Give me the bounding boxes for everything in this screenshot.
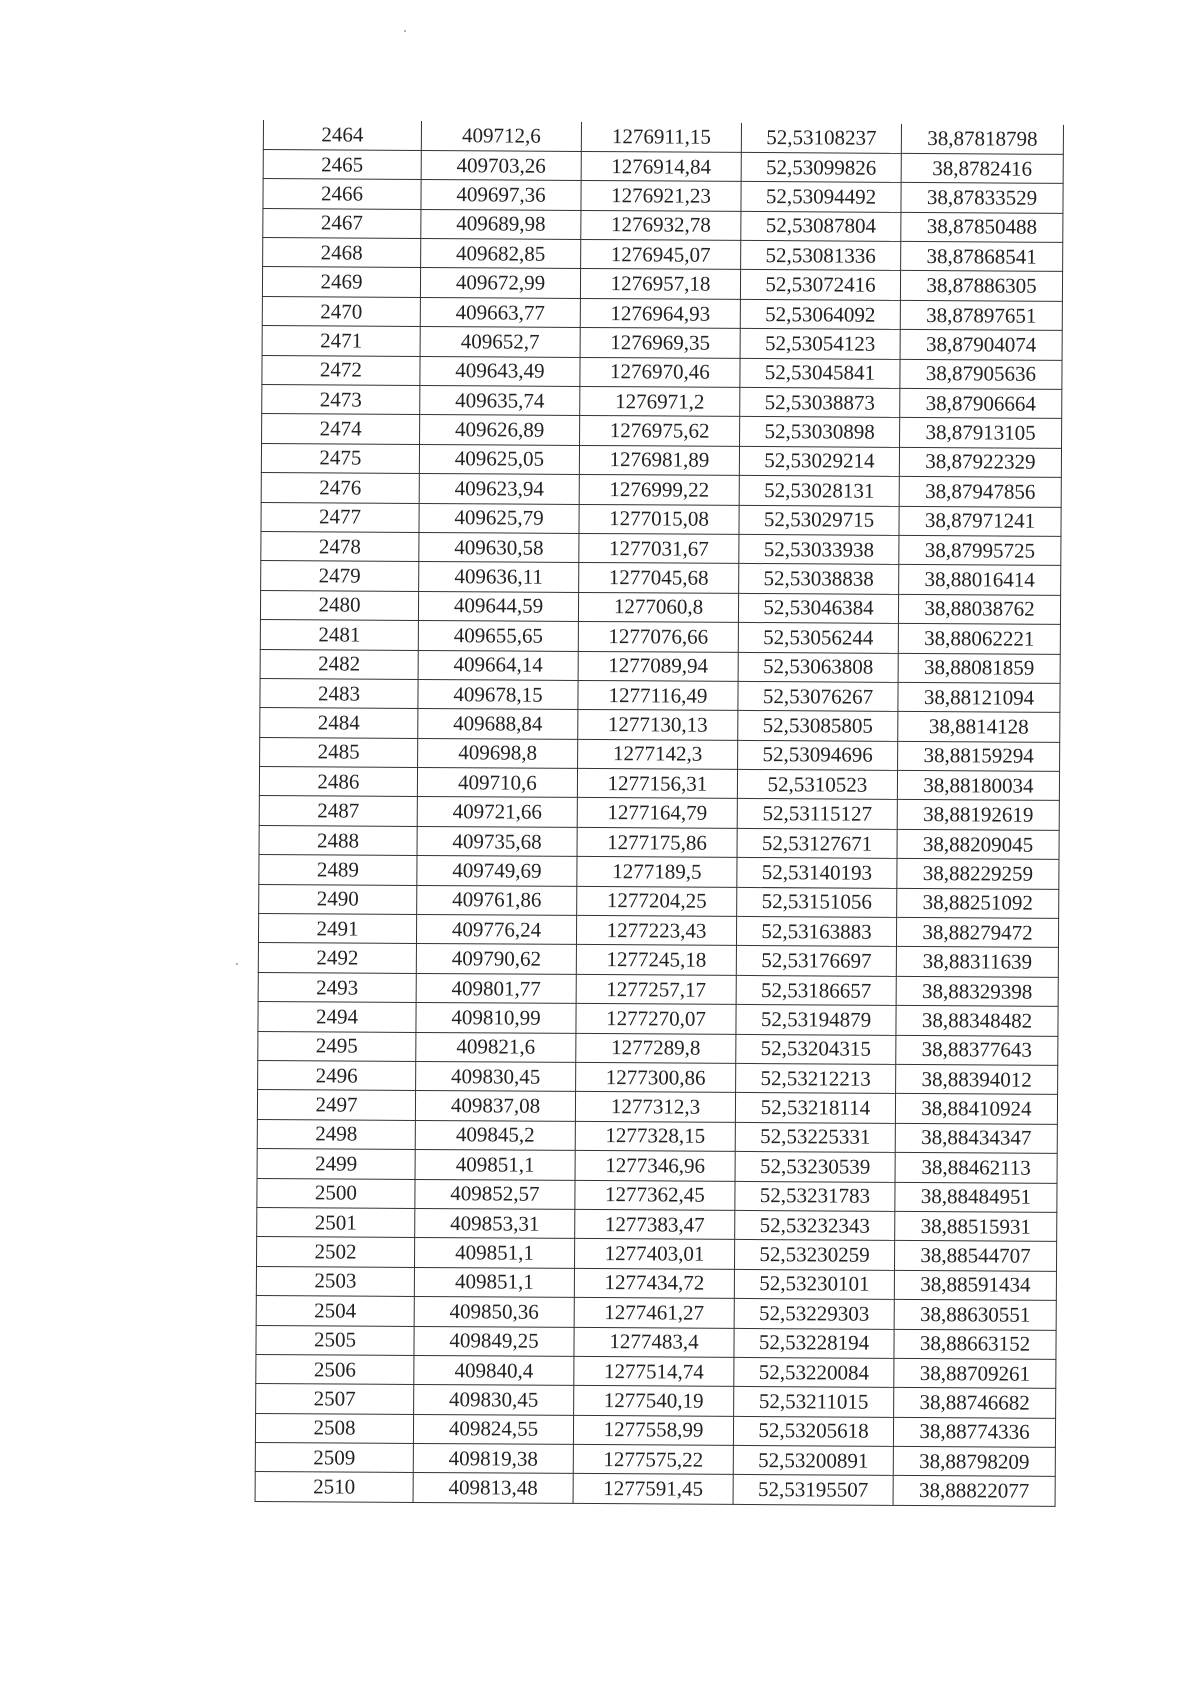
longitude-cell: 38,88279472 — [896, 917, 1058, 947]
longitude-cell: 38,88515931 — [895, 1211, 1057, 1241]
y-coordinate-cell: 1276911,15 — [581, 122, 741, 152]
point-number-cell: 2469 — [262, 267, 420, 297]
longitude-cell: 38,88798209 — [893, 1446, 1055, 1476]
x-coordinate-cell: 409626,89 — [420, 415, 580, 445]
x-coordinate-cell: 409623,94 — [419, 474, 579, 504]
y-coordinate-cell: 1277312,3 — [575, 1092, 735, 1122]
y-coordinate-cell: 1277289,8 — [576, 1033, 736, 1063]
x-coordinate-cell: 409830,45 — [416, 1061, 576, 1091]
y-coordinate-cell: 1277575,22 — [573, 1444, 733, 1474]
latitude-cell: 52,53030898 — [740, 417, 900, 447]
y-coordinate-cell: 1277514,74 — [574, 1356, 734, 1386]
latitude-cell: 52,53176697 — [736, 946, 896, 976]
latitude-cell: 52,53033938 — [739, 534, 899, 564]
point-number-cell: 2482 — [260, 649, 418, 679]
y-coordinate-cell: 1276932,78 — [581, 210, 741, 240]
x-coordinate-cell: 409663,77 — [420, 297, 580, 327]
x-coordinate-cell: 409630,58 — [419, 532, 579, 562]
latitude-cell: 52,53038873 — [740, 387, 900, 417]
y-coordinate-cell: 1277362,45 — [575, 1180, 735, 1210]
y-coordinate-cell: 1277045,68 — [579, 563, 739, 593]
x-coordinate-cell: 409688,84 — [418, 709, 578, 739]
point-number-cell: 2502 — [256, 1237, 414, 1267]
longitude-cell: 38,88394012 — [896, 1064, 1058, 1094]
latitude-cell: 52,53225331 — [735, 1122, 895, 1152]
longitude-cell: 38,88121094 — [898, 682, 1060, 712]
y-coordinate-cell: 1276969,35 — [580, 328, 740, 358]
longitude-cell: 38,87913105 — [900, 418, 1062, 448]
coordinates-table — [255, 120, 1064, 1507]
point-number-cell: 2486 — [259, 767, 417, 797]
x-coordinate-cell: 409845,2 — [415, 1120, 575, 1150]
x-coordinate-cell: 409852,57 — [415, 1179, 575, 1209]
latitude-cell: 52,53186657 — [736, 975, 896, 1005]
x-coordinate-cell: 409851,1 — [415, 1150, 575, 1180]
longitude-cell: 38,88251092 — [897, 888, 1059, 918]
latitude-cell: 52,53063808 — [738, 652, 898, 682]
x-coordinate-cell: 409776,24 — [416, 915, 576, 945]
x-coordinate-cell: 409821,6 — [416, 1032, 576, 1062]
point-number-cell: 2491 — [258, 914, 416, 944]
latitude-cell: 52,53218114 — [735, 1093, 895, 1123]
table-row — [263, 120, 1063, 154]
longitude-cell: 38,88192619 — [897, 800, 1059, 830]
latitude-cell: 52,53087804 — [741, 211, 901, 241]
y-coordinate-cell: 1276964,93 — [580, 298, 740, 328]
latitude-cell: 52,53094696 — [738, 740, 898, 770]
longitude-cell: 38,88180034 — [897, 770, 1059, 800]
latitude-cell: 52,53204315 — [736, 1034, 896, 1064]
longitude-cell: 38,88377643 — [896, 1035, 1058, 1065]
x-coordinate-cell: 409851,1 — [414, 1238, 574, 1268]
y-coordinate-cell: 1277257,17 — [576, 974, 736, 1004]
y-coordinate-cell: 1277328,15 — [575, 1121, 735, 1151]
table-row — [258, 1002, 1058, 1036]
point-number-cell: 2478 — [261, 531, 419, 561]
point-number-cell: 2488 — [259, 825, 417, 855]
point-number-cell: 2487 — [259, 796, 417, 826]
latitude-cell: 52,53064092 — [740, 299, 900, 329]
longitude-cell: 38,87897651 — [900, 300, 1062, 330]
x-coordinate-cell: 409652,7 — [420, 327, 580, 357]
y-coordinate-cell: 1277346,96 — [575, 1151, 735, 1181]
latitude-cell: 52,53194879 — [736, 1005, 896, 1035]
point-number-cell: 2477 — [261, 502, 419, 532]
latitude-cell: 52,53085805 — [738, 711, 898, 741]
point-number-cell: 2497 — [257, 1090, 415, 1120]
x-coordinate-cell: 409721,66 — [417, 797, 577, 827]
latitude-cell: 52,53212213 — [736, 1063, 896, 1093]
x-coordinate-cell: 409710,6 — [417, 768, 577, 798]
y-coordinate-cell: 1277591,45 — [573, 1474, 733, 1504]
latitude-cell: 52,53127671 — [737, 828, 897, 858]
longitude-cell: 38,88081859 — [898, 653, 1060, 683]
x-coordinate-cell: 409853,31 — [415, 1208, 575, 1238]
x-coordinate-cell: 409850,36 — [414, 1297, 574, 1327]
y-coordinate-cell: 1276914,84 — [581, 151, 741, 181]
longitude-cell: 38,87850488 — [901, 212, 1063, 242]
latitude-cell: 52,5310523 — [737, 770, 897, 800]
latitude-cell: 52,53140193 — [737, 858, 897, 888]
y-coordinate-cell: 1277156,31 — [577, 769, 737, 799]
y-coordinate-cell: 1277270,07 — [576, 1004, 736, 1034]
longitude-cell: 38,88774336 — [893, 1417, 1055, 1447]
y-coordinate-cell: 1276945,07 — [581, 240, 741, 270]
scan-speck — [236, 963, 238, 965]
y-coordinate-cell: 1277558,99 — [573, 1415, 733, 1445]
point-number-cell: 2473 — [262, 385, 420, 415]
longitude-cell: 38,88016414 — [899, 565, 1061, 595]
longitude-cell: 38,88746682 — [894, 1388, 1056, 1418]
x-coordinate-cell: 409625,05 — [419, 444, 579, 474]
longitude-cell: 38,87833529 — [901, 183, 1063, 213]
longitude-cell: 38,87922329 — [899, 447, 1061, 477]
y-coordinate-cell: 1276999,22 — [579, 475, 739, 505]
x-coordinate-cell: 409697,36 — [421, 180, 581, 210]
x-coordinate-cell: 409849,25 — [414, 1326, 574, 1356]
x-coordinate-cell: 409636,11 — [419, 562, 579, 592]
latitude-cell: 52,53072416 — [740, 270, 900, 300]
latitude-cell: 52,53205618 — [733, 1416, 893, 1446]
latitude-cell: 52,53045841 — [740, 358, 900, 388]
latitude-cell: 52,53230539 — [735, 1152, 895, 1182]
point-number-cell: 2481 — [260, 620, 418, 650]
longitude-cell: 38,88630551 — [894, 1300, 1056, 1330]
longitude-cell: 38,87906664 — [900, 388, 1062, 418]
y-coordinate-cell: 1276957,18 — [580, 269, 740, 299]
y-coordinate-cell: 1277461,27 — [574, 1298, 734, 1328]
latitude-cell: 52,53094492 — [741, 182, 901, 212]
point-number-cell: 2499 — [257, 1149, 415, 1179]
latitude-cell: 52,53029715 — [739, 505, 899, 535]
point-number-cell: 2476 — [261, 473, 419, 503]
point-number-cell: 2506 — [256, 1354, 414, 1384]
longitude-cell: 38,88209045 — [897, 829, 1059, 859]
point-number-cell: 2493 — [258, 972, 416, 1002]
latitude-cell: 52,53220084 — [734, 1357, 894, 1387]
longitude-cell: 38,88348482 — [896, 1006, 1058, 1036]
longitude-cell: 38,88544707 — [894, 1241, 1056, 1271]
longitude-cell: 38,87904074 — [900, 330, 1062, 360]
x-coordinate-cell: 409761,86 — [417, 885, 577, 915]
latitude-cell: 52,53163883 — [736, 916, 896, 946]
table-row — [259, 855, 1059, 889]
point-number-cell: 2474 — [262, 414, 420, 444]
longitude-cell: 38,88434347 — [895, 1123, 1057, 1153]
point-number-cell: 2465 — [263, 149, 421, 179]
x-coordinate-cell: 409635,74 — [420, 385, 580, 415]
longitude-cell: 38,8782416 — [901, 153, 1063, 183]
y-coordinate-cell: 1276970,46 — [580, 357, 740, 387]
longitude-cell: 38,88462113 — [895, 1153, 1057, 1183]
y-coordinate-cell: 1277204,25 — [577, 886, 737, 916]
longitude-cell: 38,88062221 — [898, 624, 1060, 654]
point-number-cell: 2507 — [256, 1384, 414, 1414]
point-number-cell: 2494 — [258, 1002, 416, 1032]
longitude-cell: 38,88822077 — [893, 1476, 1055, 1506]
point-number-cell: 2468 — [263, 238, 421, 268]
point-number-cell: 2492 — [258, 943, 416, 973]
point-number-cell: 2485 — [260, 737, 418, 767]
y-coordinate-cell: 1277175,86 — [577, 827, 737, 857]
latitude-cell: 52,53108237 — [741, 123, 901, 153]
point-number-cell: 2508 — [255, 1413, 413, 1443]
point-number-cell: 2505 — [256, 1325, 414, 1355]
longitude-cell: 38,88410924 — [895, 1094, 1057, 1124]
latitude-cell: 52,53195507 — [733, 1475, 893, 1505]
x-coordinate-cell: 409678,15 — [418, 679, 578, 709]
x-coordinate-cell: 409655,65 — [418, 621, 578, 651]
x-coordinate-cell: 409643,49 — [420, 356, 580, 386]
latitude-cell: 52,53076267 — [738, 681, 898, 711]
longitude-cell: 38,88484951 — [895, 1182, 1057, 1212]
x-coordinate-cell: 409790,62 — [416, 944, 576, 974]
longitude-cell: 38,87995725 — [899, 535, 1061, 565]
x-coordinate-cell: 409712,6 — [421, 121, 581, 151]
point-number-cell: 2471 — [262, 326, 420, 356]
x-coordinate-cell: 409698,8 — [418, 738, 578, 768]
y-coordinate-cell: 1277403,01 — [574, 1239, 734, 1269]
point-number-cell: 2509 — [255, 1443, 413, 1473]
x-coordinate-cell: 409810,99 — [416, 1003, 576, 1033]
y-coordinate-cell: 1277540,19 — [574, 1386, 734, 1416]
y-coordinate-cell: 1277300,86 — [576, 1062, 736, 1092]
latitude-cell: 52,53200891 — [733, 1445, 893, 1475]
y-coordinate-cell: 1277031,67 — [579, 533, 739, 563]
longitude-cell: 38,8814128 — [898, 712, 1060, 742]
x-coordinate-cell: 409644,59 — [418, 591, 578, 621]
x-coordinate-cell: 409682,85 — [421, 239, 581, 269]
x-coordinate-cell: 409824,55 — [413, 1414, 573, 1444]
point-number-cell: 2510 — [255, 1472, 413, 1502]
x-coordinate-cell: 409689,98 — [421, 209, 581, 239]
y-coordinate-cell: 1277060,8 — [578, 592, 738, 622]
point-number-cell: 2489 — [259, 855, 417, 885]
y-coordinate-cell: 1277434,72 — [574, 1268, 734, 1298]
y-coordinate-cell: 1277164,79 — [577, 798, 737, 828]
y-coordinate-cell: 1277116,49 — [578, 680, 738, 710]
y-coordinate-cell: 1276981,89 — [579, 445, 739, 475]
latitude-cell: 52,53028131 — [739, 476, 899, 506]
y-coordinate-cell: 1277076,66 — [578, 622, 738, 652]
point-number-cell: 2480 — [260, 590, 418, 620]
coordinates-table-body — [255, 120, 1063, 1506]
x-coordinate-cell: 409801,77 — [416, 973, 576, 1003]
point-number-cell: 2475 — [261, 443, 419, 473]
x-coordinate-cell: 409664,14 — [418, 650, 578, 680]
longitude-cell: 38,88229259 — [897, 859, 1059, 889]
point-number-cell: 2464 — [263, 120, 421, 150]
x-coordinate-cell: 409840,4 — [414, 1355, 574, 1385]
longitude-cell: 38,87886305 — [900, 271, 1062, 301]
latitude-cell: 52,53228194 — [734, 1328, 894, 1358]
longitude-cell: 38,88591434 — [894, 1270, 1056, 1300]
point-number-cell: 2466 — [263, 179, 421, 209]
point-number-cell: 2490 — [259, 884, 417, 914]
longitude-cell: 38,87947856 — [899, 477, 1061, 507]
latitude-cell: 52,53099826 — [741, 152, 901, 182]
y-coordinate-cell: 1277383,47 — [575, 1209, 735, 1239]
point-number-cell: 2501 — [257, 1207, 415, 1237]
latitude-cell: 52,53046384 — [738, 593, 898, 623]
x-coordinate-cell: 409813,48 — [413, 1473, 573, 1503]
y-coordinate-cell: 1277089,94 — [578, 651, 738, 681]
y-coordinate-cell: 1276975,62 — [580, 416, 740, 446]
point-number-cell: 2467 — [263, 208, 421, 238]
point-number-cell: 2479 — [261, 561, 419, 591]
longitude-cell: 38,87868541 — [901, 241, 1063, 271]
longitude-cell: 38,88311639 — [896, 947, 1058, 977]
latitude-cell: 52,53231783 — [735, 1181, 895, 1211]
longitude-cell: 38,87971241 — [899, 506, 1061, 536]
point-number-cell: 2503 — [256, 1266, 414, 1296]
x-coordinate-cell: 409735,68 — [417, 826, 577, 856]
table-row — [258, 914, 1058, 948]
y-coordinate-cell: 1277223,43 — [576, 915, 736, 945]
latitude-cell: 52,53151056 — [737, 887, 897, 917]
y-coordinate-cell: 1277015,08 — [579, 504, 739, 534]
latitude-cell: 52,53230259 — [734, 1240, 894, 1270]
longitude-cell: 38,87905636 — [900, 359, 1062, 389]
table-row — [263, 179, 1063, 213]
longitude-cell: 38,88159294 — [898, 741, 1060, 771]
table-row — [258, 943, 1058, 977]
longitude-cell: 38,88329398 — [896, 976, 1058, 1006]
x-coordinate-cell: 409703,26 — [421, 150, 581, 180]
y-coordinate-cell: 1277130,13 — [578, 710, 738, 740]
point-number-cell: 2483 — [260, 678, 418, 708]
y-coordinate-cell: 1276971,2 — [580, 386, 740, 416]
point-number-cell: 2495 — [258, 1031, 416, 1061]
point-number-cell: 2498 — [257, 1119, 415, 1149]
x-coordinate-cell: 409830,45 — [414, 1385, 574, 1415]
point-number-cell: 2496 — [258, 1060, 416, 1090]
longitude-cell: 38,88663152 — [894, 1329, 1056, 1359]
point-number-cell: 2484 — [260, 708, 418, 738]
point-number-cell: 2472 — [262, 355, 420, 385]
latitude-cell: 52,53115127 — [737, 799, 897, 829]
y-coordinate-cell: 1276921,23 — [581, 181, 741, 211]
point-number-cell: 2470 — [262, 296, 420, 326]
longitude-cell: 38,88709261 — [894, 1358, 1056, 1388]
latitude-cell: 52,53211015 — [734, 1387, 894, 1417]
longitude-cell: 38,88038762 — [898, 594, 1060, 624]
latitude-cell: 52,53232343 — [735, 1210, 895, 1240]
x-coordinate-cell: 409837,08 — [415, 1091, 575, 1121]
table-row — [263, 149, 1063, 183]
latitude-cell: 52,53054123 — [740, 329, 900, 359]
longitude-cell: 38,87818798 — [901, 124, 1063, 154]
y-coordinate-cell: 1277142,3 — [578, 739, 738, 769]
table-row — [259, 884, 1059, 918]
latitude-cell: 52,53038838 — [739, 564, 899, 594]
y-coordinate-cell: 1277483,4 — [574, 1327, 734, 1357]
latitude-cell: 52,53029214 — [739, 446, 899, 476]
y-coordinate-cell: 1277245,18 — [576, 945, 736, 975]
table-row — [255, 1472, 1055, 1506]
x-coordinate-cell: 409851,1 — [414, 1267, 574, 1297]
latitude-cell: 52,53230101 — [734, 1269, 894, 1299]
latitude-cell: 52,53229303 — [734, 1299, 894, 1329]
latitude-cell: 52,53081336 — [741, 240, 901, 270]
latitude-cell: 52,53056244 — [738, 623, 898, 653]
point-number-cell: 2504 — [256, 1296, 414, 1326]
y-coordinate-cell: 1277189,5 — [577, 857, 737, 887]
x-coordinate-cell: 409625,79 — [419, 503, 579, 533]
scan-speck — [404, 30, 406, 32]
point-number-cell: 2500 — [257, 1178, 415, 1208]
x-coordinate-cell: 409749,69 — [417, 856, 577, 886]
x-coordinate-cell: 409819,38 — [413, 1444, 573, 1474]
x-coordinate-cell: 409672,99 — [420, 268, 580, 298]
table-row — [258, 972, 1058, 1006]
